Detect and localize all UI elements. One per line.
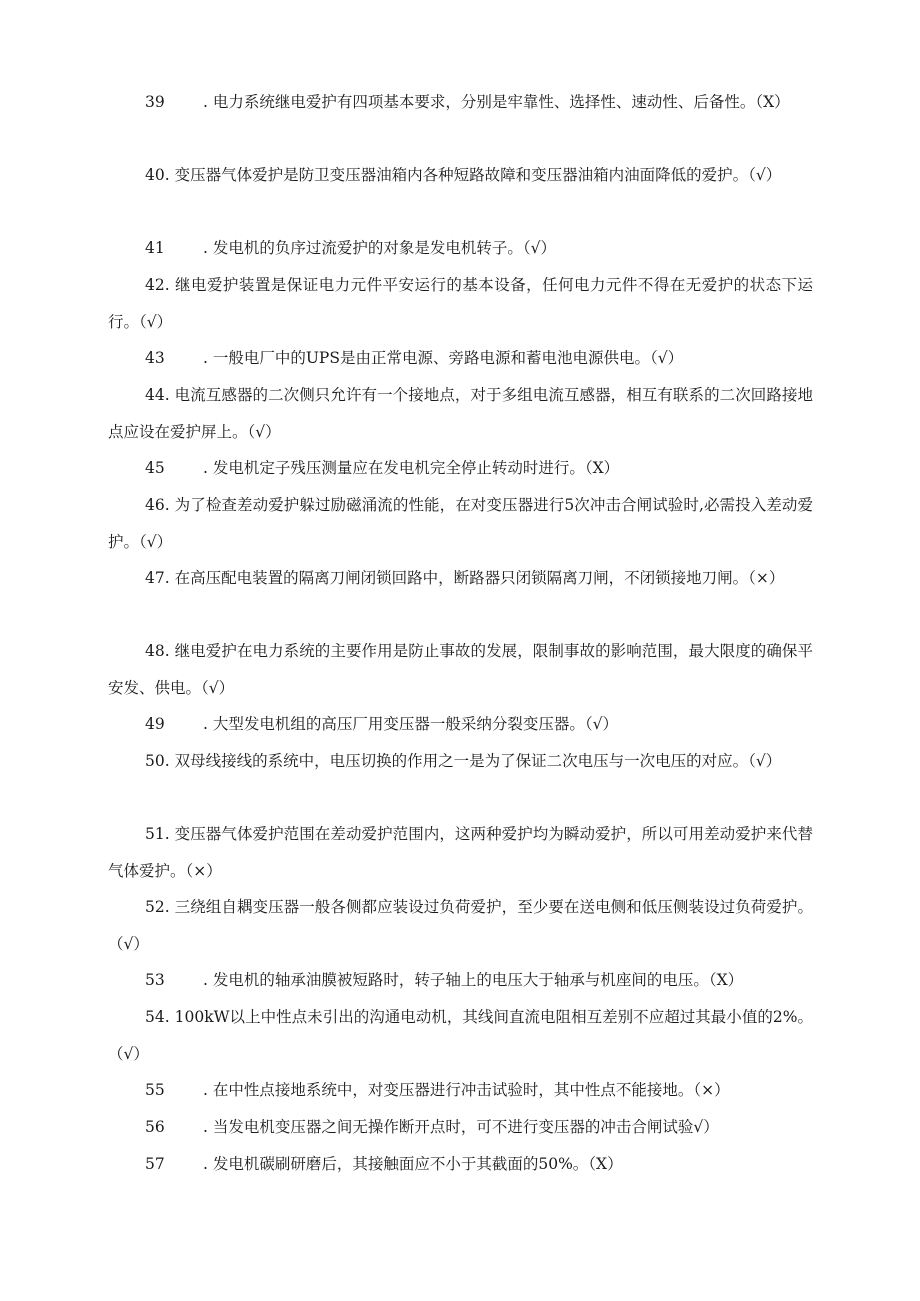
- question-53: [108, 962, 813, 999]
- question-46: [108, 487, 813, 560]
- question-43: [108, 340, 813, 377]
- question-text: . 电流互感器的二次侧只允许有一个接地点，对于多组电流互感器，相互有联系的二次回路接地点应设在爱护屏上。（√）: [108, 386, 813, 441]
- question-number: 55: [145, 1081, 165, 1099]
- question-text: . 一般电厂中的UPS是由正常电源、旁路电源和蓄电池电源供电。（√）: [203, 349, 684, 367]
- question-text: . 继电爱护在电力系统的主要作用是防止事故的发展，限制事故的影响范围，最大限度的确保平安发、供电。（√）: [108, 642, 813, 697]
- question-number: 51: [145, 825, 165, 843]
- question-number: 49: [145, 715, 165, 733]
- question-number: 45: [145, 459, 165, 477]
- question-56: [108, 1109, 813, 1146]
- question-number: 47: [145, 569, 165, 587]
- question-55: [108, 1072, 813, 1109]
- question-number: 50: [145, 752, 165, 770]
- question-45: [108, 450, 813, 487]
- question-41: [108, 230, 813, 267]
- question-number: 41: [145, 239, 165, 257]
- question-text: . 双母线接线的系统中，电压切换的作用之一是为了保证二次电压与一次电压的对应。（√）: [164, 752, 782, 770]
- question-text: . 100kW以上中性点未引出的沟通电动机，其线间直流电阻相互差别不应超过其最小值的2%。（√）: [108, 1008, 813, 1063]
- question-text: . 发电机的负序过流爱护的对象是发电机转子。（√）: [203, 239, 556, 257]
- question-number: 56: [145, 1118, 165, 1136]
- question-49: [108, 706, 813, 743]
- question-number: 43: [145, 349, 165, 367]
- question-48: [108, 633, 813, 706]
- question-number: 40: [145, 166, 165, 184]
- question-47: [108, 560, 813, 597]
- question-text: . 大型发电机组的高压厂用变压器一般采纳分裂变压器。（√）: [203, 715, 618, 733]
- question-text: . 发电机碳刷研磨后，其接触面应不小于其截面的50%。（X）: [203, 1155, 623, 1173]
- question-number: 39: [145, 93, 165, 111]
- question-text: . 发电机的轴承油膜被短路时，转子轴上的电压大于轴承与机座间的电压。（X）: [203, 971, 744, 989]
- question-number: 44: [145, 386, 165, 404]
- question-54: [108, 999, 813, 1072]
- question-text: . 在中性点接地系统中，对变压器进行冲击试验时，其中性点不能接地。（×）: [203, 1081, 730, 1099]
- question-text: . 在高压配电装置的隔离刀闸闭锁回路中，断路器只闭锁隔离刀闸，不闭锁接地刀闸。（×）: [164, 569, 785, 587]
- question-text: . 发电机定子残压测量应在发电机完全停止转动时进行。（X）: [203, 459, 620, 477]
- question-number: 46: [145, 496, 165, 514]
- question-39: [108, 84, 813, 121]
- question-text: . 继电爱护装置是保证电力元件平安运行的基本设备，任何电力元件不得在无爱护的状态下运行。（√）: [108, 276, 813, 331]
- question-text: . 为了检查差动爱护躲过励磁涌流的性能，在对变压器进行5次冲击合闸试验时,必需投入差动爱护。（√）: [108, 496, 813, 551]
- question-44: [108, 377, 813, 450]
- question-number: 52: [145, 898, 165, 916]
- question-57: [108, 1146, 813, 1183]
- question-51: [108, 816, 813, 889]
- question-text: . 三绕组自耦变压器一般各侧都应装设过负荷爱护，至少要在送电侧和低压侧装设过负荷爱护。（√）: [108, 898, 813, 953]
- question-text: . 变压器气体爱护范围在差动爱护范围内，这两种爱护均为瞬动爱护，所以可用差动爱护来代替气体爱护。（×）: [108, 825, 813, 880]
- question-number: 48: [145, 642, 165, 660]
- question-42: [108, 267, 813, 340]
- question-40: [108, 157, 813, 194]
- question-number: 57: [145, 1155, 165, 1173]
- question-text: . 电力系统继电爱护有四项基本要求，分别是牢靠性、选择性、速动性、后备性。（X）: [203, 93, 790, 111]
- question-number: 53: [145, 971, 165, 989]
- question-number: 42: [145, 276, 165, 294]
- question-text: . 变压器气体爱护是防卫变压器油箱内各种短路故障和变压器油箱内油面降低的爱护。（√）: [164, 166, 782, 184]
- question-52: [108, 889, 813, 962]
- question-text: . 当发电机变压器之间无操作断开点时，可不进行变压器的冲击合闸试验√）: [203, 1118, 719, 1136]
- question-number: 54: [145, 1008, 165, 1026]
- question-50: [108, 743, 813, 780]
